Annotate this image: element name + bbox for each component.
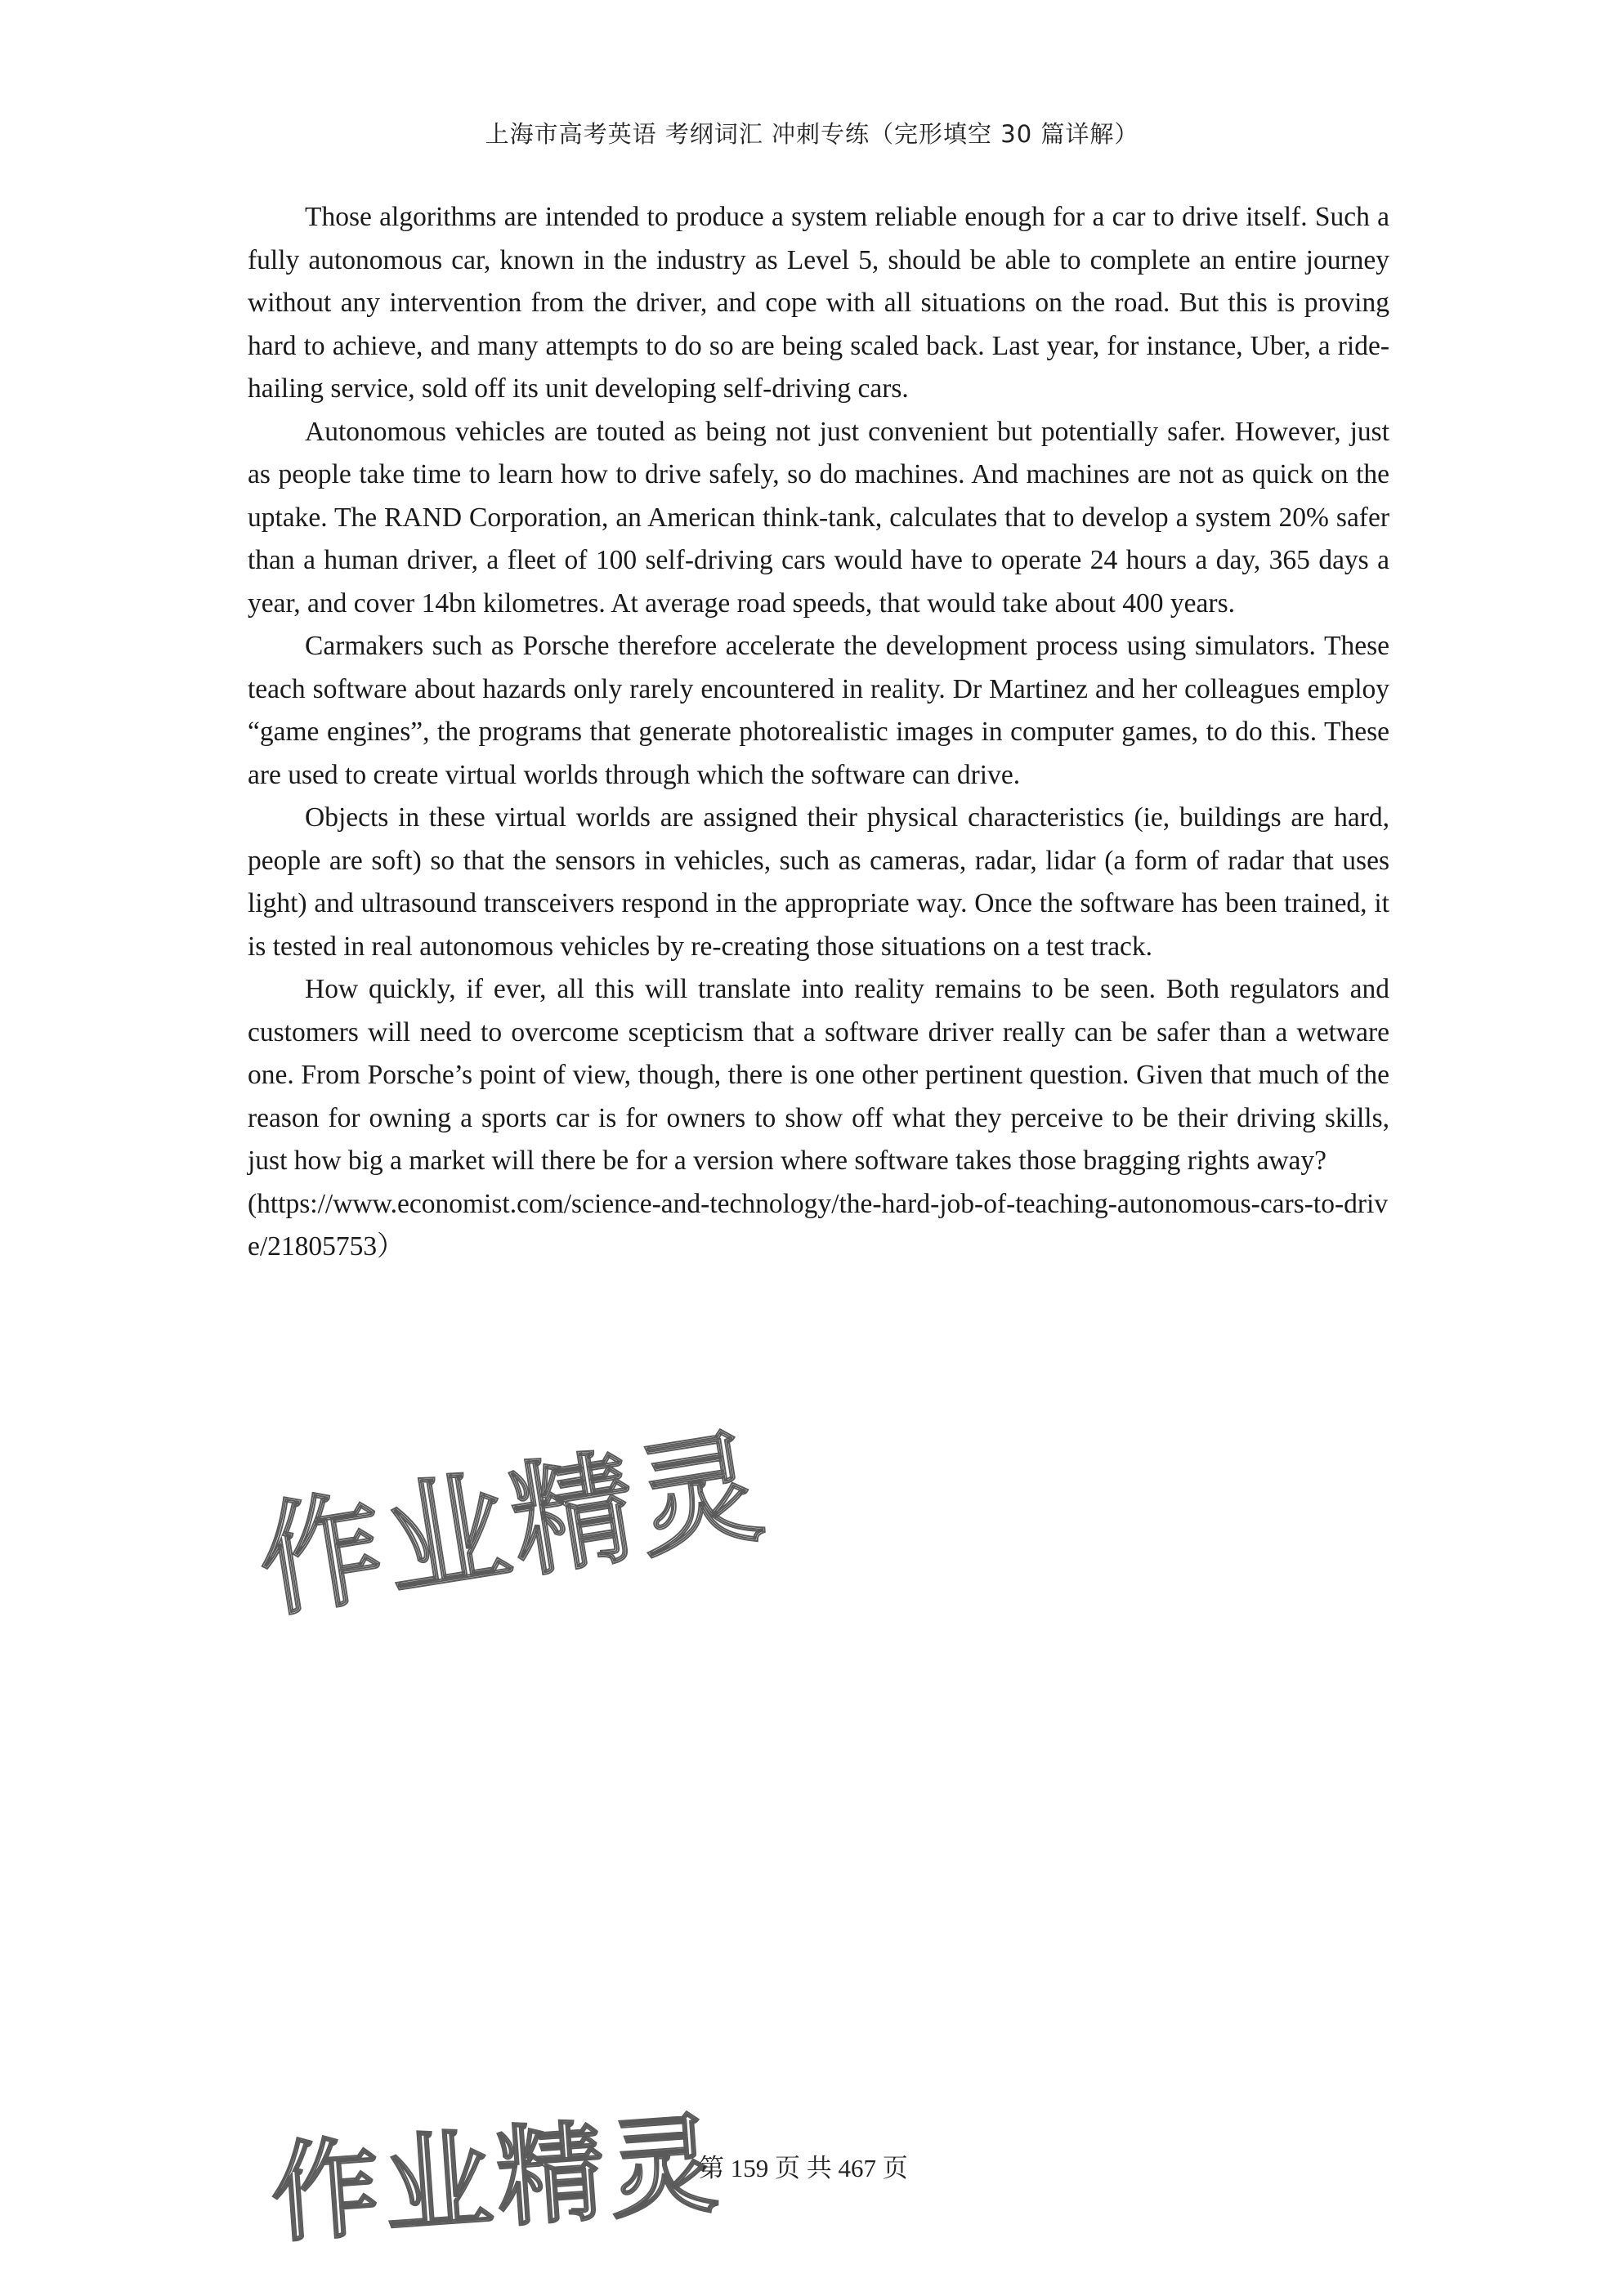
page-number: 第 159 页 共 467 页: [699, 2154, 908, 2182]
watermark-logo-bottom: 作业精灵: [267, 2101, 727, 2258]
page-header: 上海市高考英语 考纲词汇 冲刺专练（完形填空 30 篇详解）: [485, 120, 1139, 148]
paragraph-3: Carmakers such as Porsche therefore accelerate the development process using simulators. These teach software about hazards only rarely encountered in reality. Dr Martinez and her colleagues employ “game engines”, the programs that generate photorealistic images in computer games, to do this. These are used to create virtual worlds through which the software can drive.: [248, 631, 1389, 790]
paragraph-4: Objects in these virtual worlds are assigned their physical characteristics (ie, buildings are hard, people are soft) so that the sensors in vehicles, such as cameras, radar, lidar (a form of radar that uses light) and ultrasound transceivers respond in the appropriate way. Once the software has been trained, it is tested in real autonomous vehicles by re-creating those situations on a test track.: [248, 802, 1389, 962]
article-body: [248, 196, 1389, 1269]
watermark-logo-top: 作业精灵: [249, 1414, 776, 1636]
paragraph-5: How quickly, if ever, all this will translate into reality remains to be seen. Both regulators and customers will need to overcome scepticism that a software driver really can be safer than a wetware one. From Porsche’s point of view, though, there is one other pertinent question. Given that much of the reason for owning a sports car is for owners to show off what they perceive to be their driving skills, just how big a market will there be for a version where software takes those bragging rights away?: [248, 974, 1389, 1176]
paragraph-1: Those algorithms are intended to produce a system reliable enough for a car to drive itself. Such a fully autonomous car, known in the industry as Level 5, should be able to complete an entire journey without any intervention from the driver, and cope with all situations on the road. But this is proving hard to achieve, and many attempts to do so are being scaled back. Last year, for instance, Uber, a ride-hailing service, sold off its unit developing self-driving cars.: [248, 202, 1389, 404]
paragraph-2: Autonomous vehicles are touted as being not just convenient but potentially safer. However, just as people take time to learn how to drive safely, so do machines. And machines are not as quick on the uptake. The RAND Corporation, an American think-tank, calculates that to develop a system 20% safer than a human driver, a fleet of 100 self-driving cars would have to operate 24 hours a day, 365 days a year, and cover 14bn kilometres. At average road speeds, that would take about 400 years.: [248, 416, 1389, 619]
source-url: (https://www.economist.com/science-and-technology/the-hard-job-of-teaching-autonomous-cars-to-drive/21805753）: [248, 1188, 1389, 1262]
